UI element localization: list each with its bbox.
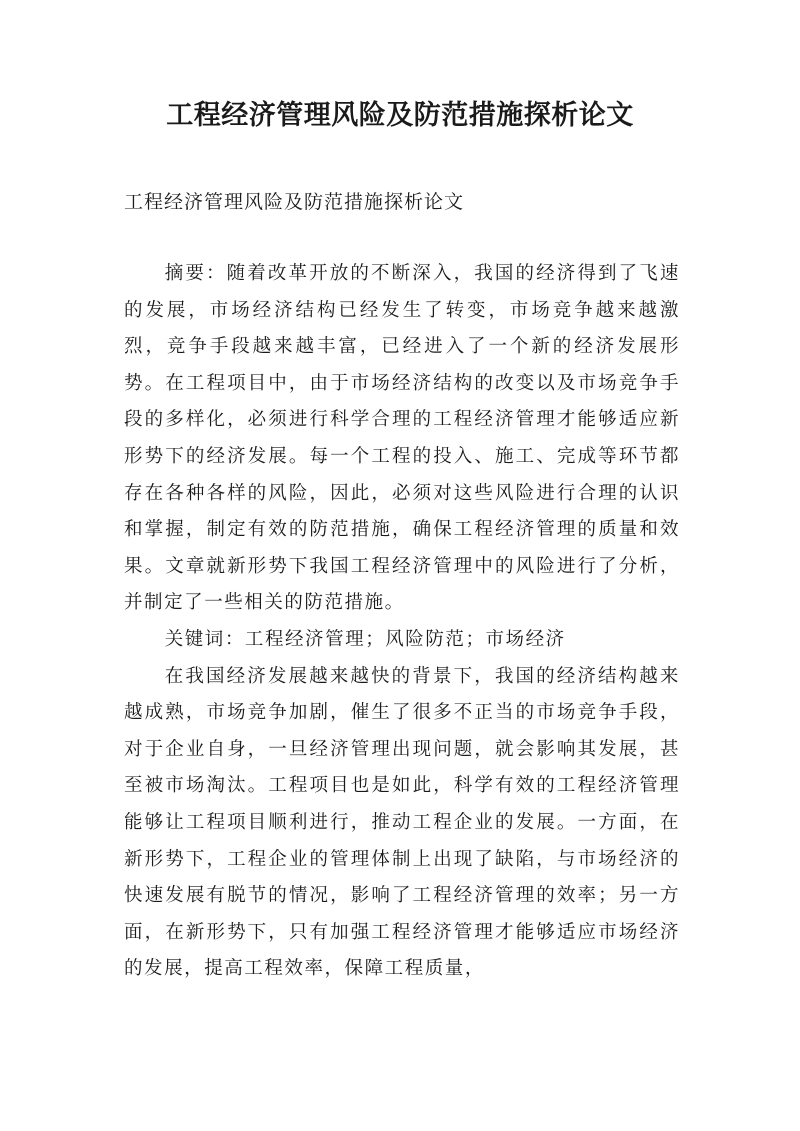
page-title: 工程经济管理风险及防范措施探析论文 <box>166 100 634 131</box>
keywords-paragraph: 关键词：工程经济管理；风险防范；市场经济 <box>164 628 566 650</box>
body-paragraph: 在我国经济发展越来越快的背景下，我国的经济结构越来越成熟，市场竞争加剧，催生了很多不正当的市场竞争手段，对于企业自身，一旦经济管理出现问题，就会影响其发展，甚至被市场淘汰。工程项目也是如此，科学有效的工程经济管理能够让工程项目顺利进行，推动工程企业的发展。一方面，在新形势下，工程企业的管理体制上出现了缺陷，与市场经济的快速发展有脱节的情况，影响了工程经济管理的效率；另一方面，在新形势下，只有加强工程经济管理才能够适应市场经济的发展，提高工程效率，保障工程质量， <box>124 665 680 980</box>
document-body <box>124 256 680 988</box>
document-subtitle: 工程经济管理风险及防范措施探析论文 <box>124 191 465 213</box>
abstract-paragraph: 摘要：随着改革开放的不断深入，我国的经济得到了飞速的发展，市场经济结构已经发生了转变，市场竞争越来越激烈，竞争手段越来越丰富，已经进入了一个新的经济发展形势。在工程项目中，由于市场经济结构的改变以及市场竞争手段的多样化，必须进行科学合理的工程经济管理才能够适应新形势下的经济发展。每一个工程的投入、施工、完成等环节都存在各种各样的风险，因此，必须对这些风险进行合理的认识和掌握，制定有效的防范措施，确保工程经济管理的质量和效果。文章就新形势下我国工程经济管理中的风险进行了分析，并制定了一些相关的防范措施。 <box>124 263 680 614</box>
